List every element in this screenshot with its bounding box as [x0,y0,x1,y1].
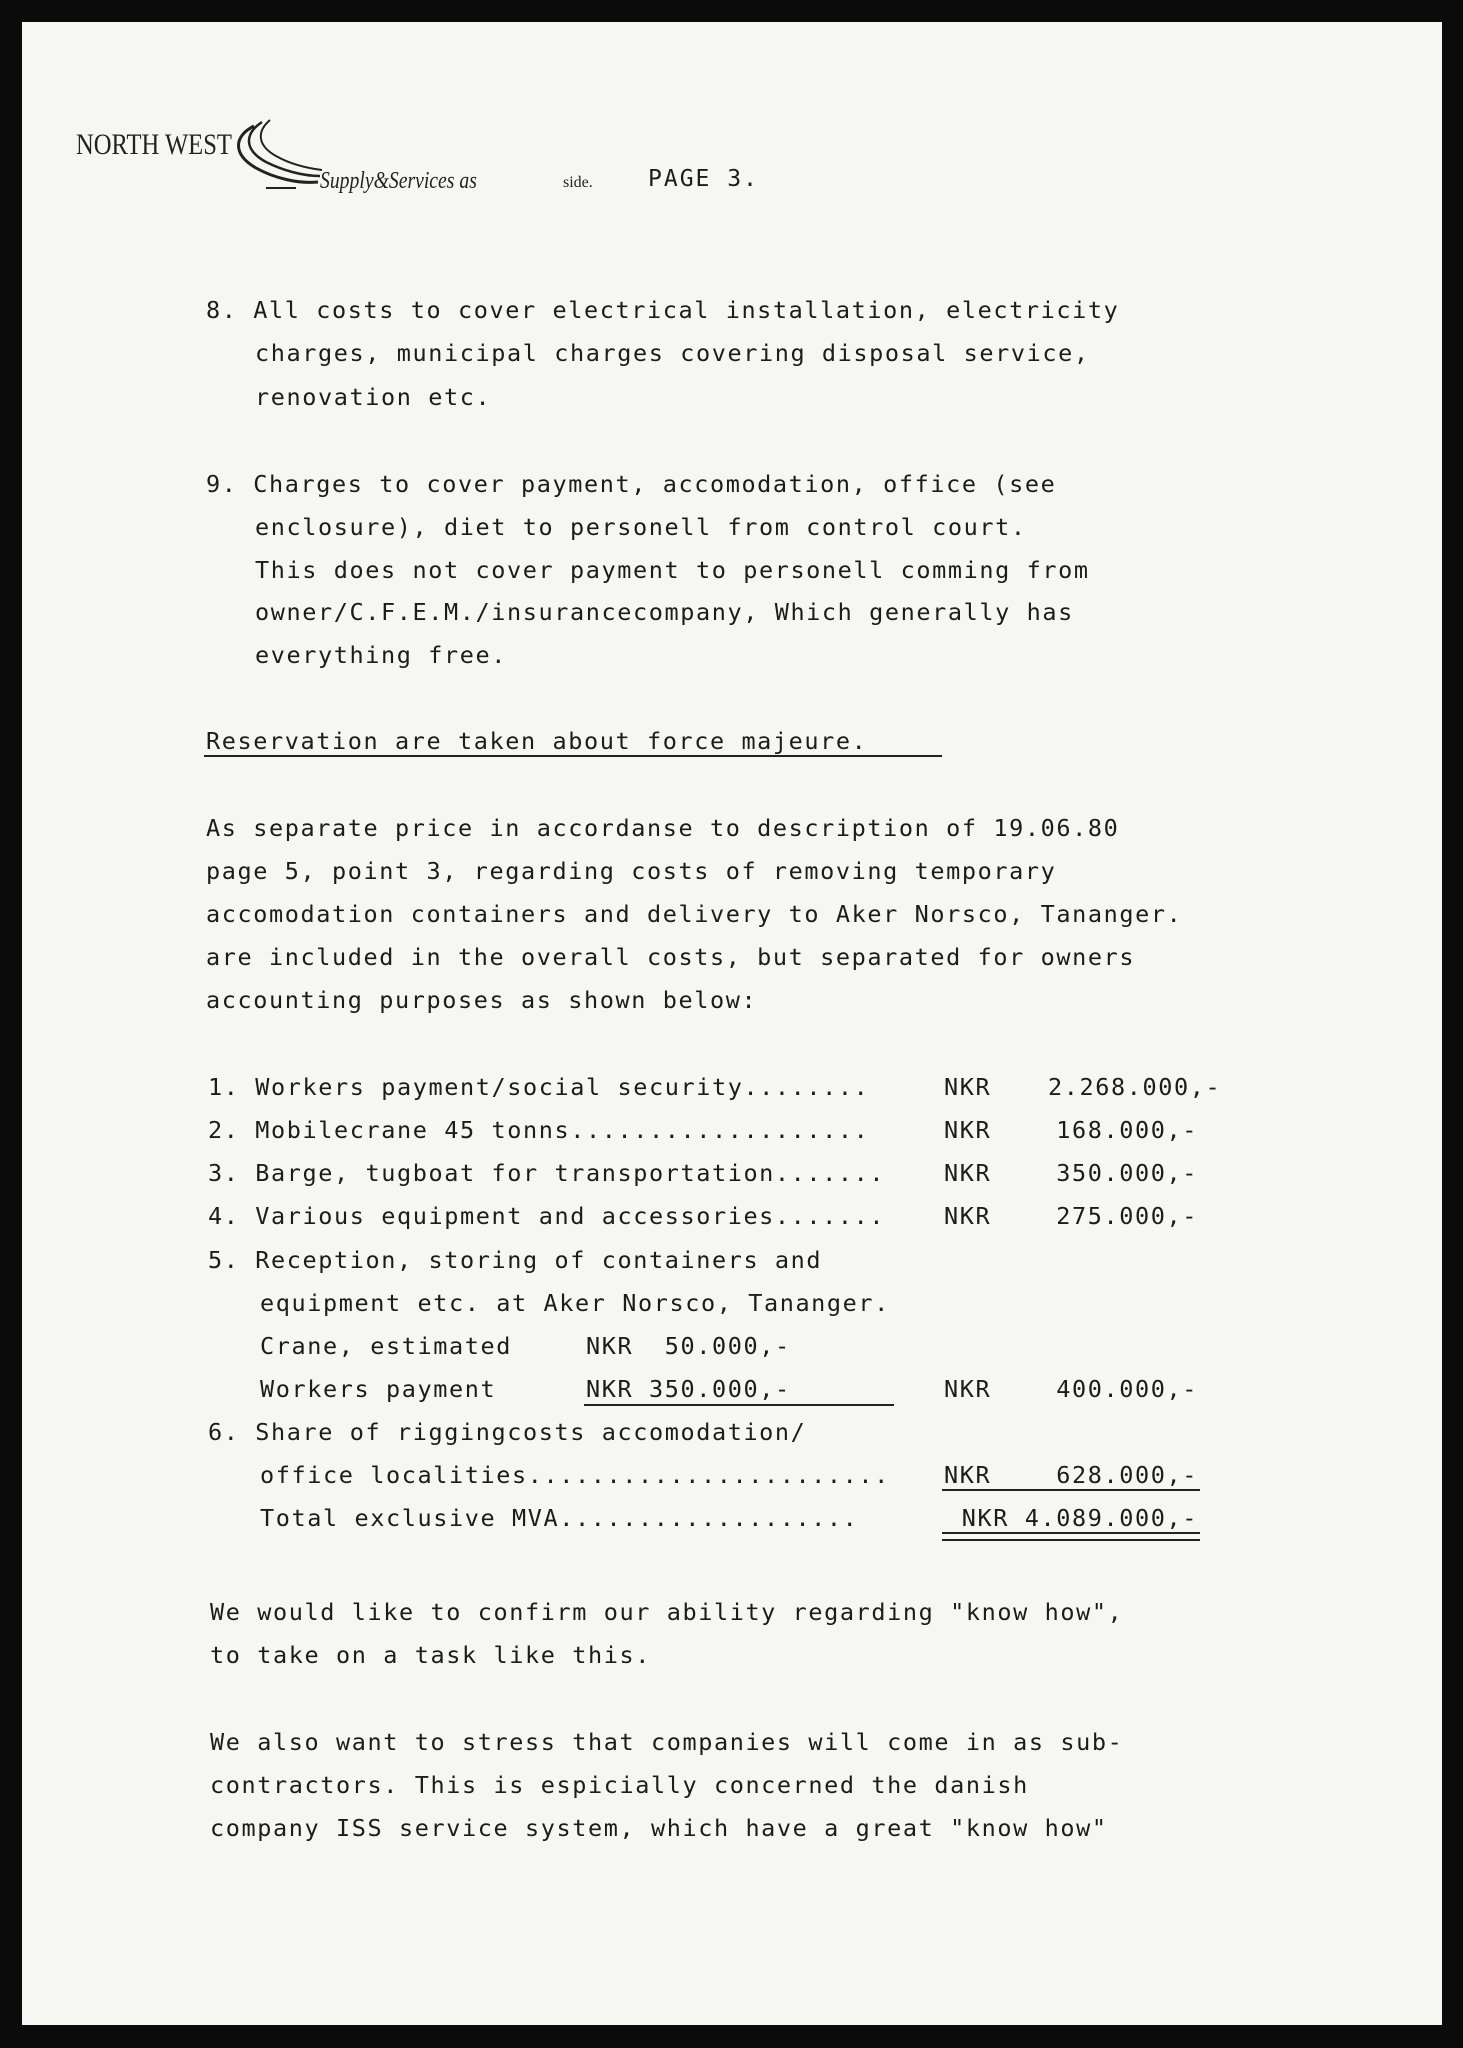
item5-crane-value: NKR 50.000,- [586,1332,791,1360]
cost-item-1-currency: NKR [944,1073,992,1101]
item5-currency: NKR [944,1375,992,1403]
total-label: Total exclusive MVA................... [260,1504,859,1532]
cost-item-4-currency: NKR [944,1202,992,1230]
reservation-underline [204,755,942,757]
separate-price-line-3: accomodation containers and delivery to Aker Norsco, Tananger. [206,900,1183,928]
company-logo-name: NORTH WEST [76,128,232,161]
total-underline-2 [942,1539,1200,1541]
total-underline-1 [942,1532,1200,1534]
item9-line-3: This does not cover payment to personell comming from [255,556,1090,584]
item5-amount: 400.000,- [1056,1375,1198,1403]
item6-line-1: 6. Share of riggingcosts accomodation/ [208,1418,807,1446]
separate-price-line-5: accounting purposes as shown below: [206,986,758,1014]
cost-item-1-amount: 2.268.000,- [1048,1073,1222,1101]
item8-line-2: charges, municipal charges covering disposal service, [255,339,1090,367]
item8-line-3: renovation etc. [255,383,492,411]
item5-workers-value: NKR 350.000,- [586,1375,791,1403]
item5-workers-label: Workers payment [260,1375,497,1403]
item6-amount: 628.000,- [1056,1461,1198,1489]
item9-line-5: everything free. [255,641,507,669]
item9-line-2: enclosure), diet to personell from control court. [255,513,1027,541]
item6-line-2: office localities....................... [260,1461,890,1489]
cost-item-4-label: 4. Various equipment and accessories....... [208,1202,886,1230]
item6-currency: NKR [944,1461,992,1489]
cost-item-3-amount: 350.000,- [1056,1159,1198,1187]
cost-item-3-label: 3. Barge, tugboat for transportation....... [208,1159,886,1187]
cost-item-2-label: 2. Mobilecrane 45 tonns................... [208,1116,870,1144]
item5-line-2: equipment etc. at Aker Norsco, Tananger. [260,1289,890,1317]
item5-subtotal-underline [584,1404,894,1406]
item6-underline [942,1489,1200,1491]
cost-item-1-label: 1. Workers payment/social security........ [208,1073,870,1101]
separate-price-line-4: are included in the overall costs, but separated for owners [206,943,1136,971]
confirm-line-2: to take on a task like this. [210,1641,651,1669]
item5-crane-label: Crane, estimated [260,1332,512,1360]
company-logo-subtitle: Supply&Services as [320,168,477,194]
page-number: PAGE 3. [648,166,759,192]
separate-price-line-1: As separate price in accordanse to description of 19.06.80 [206,814,1120,842]
confirm-line-1: We would like to confirm our ability regarding "know how", [210,1598,1124,1626]
stress-line-2: contractors. This is espicially concerned the danish [210,1771,1029,1799]
item9-line-1: 9. Charges to cover payment, accomodation, office (see [206,470,1057,498]
stress-line-1: We also want to stress that companies will come in as sub- [210,1728,1124,1756]
item8-line-1: 8. All costs to cover electrical installation, electricity [206,296,1120,324]
total-value: NKR 4.089.000,- [961,1504,1198,1532]
cost-item-2-amount: 168.000,- [1056,1116,1198,1144]
cost-item-4-amount: 275.000,- [1056,1202,1198,1230]
reservation-note: Reservation are taken about force majeure. [206,727,868,755]
cost-item-3-currency: NKR [944,1159,992,1187]
swoosh-logo-icon [226,118,326,198]
item9-line-4: owner/C.F.E.M./insurancecompany, Which generally has [255,598,1074,626]
side-label: side. [563,174,593,191]
stress-line-3: company ISS service system, which have a great "know how" [210,1814,1108,1842]
item5-line-1: 5. Reception, storing of containers and [208,1246,823,1274]
separate-price-line-2: page 5, point 3, regarding costs of removing temporary [206,857,1057,885]
cost-item-2-currency: NKR [944,1116,992,1144]
